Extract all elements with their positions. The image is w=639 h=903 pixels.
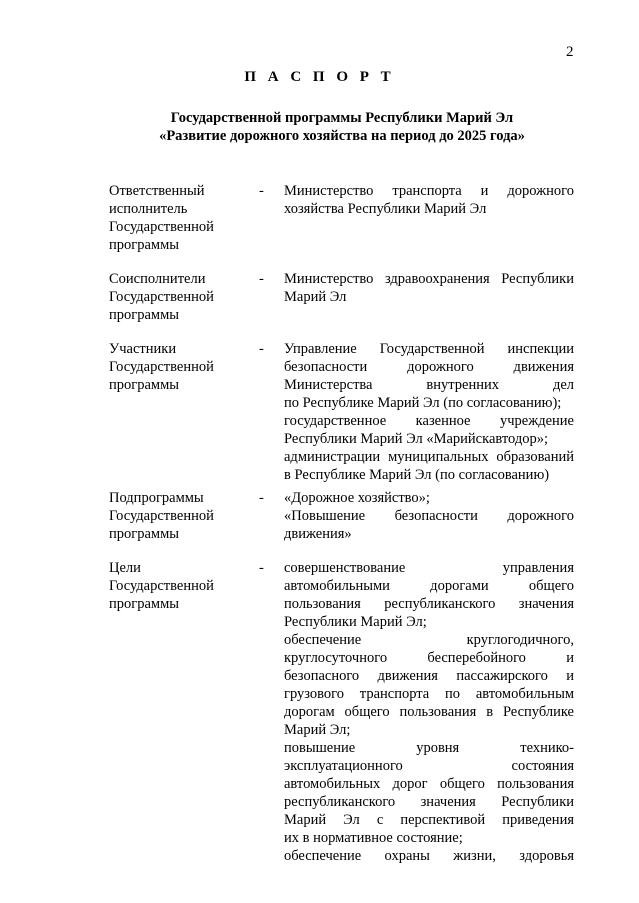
row-value-line: Марий Эл xyxy=(284,289,347,305)
row-value-line: повышение уровня технико- xyxy=(284,740,574,756)
row-value-line: государственное казенное учреждение xyxy=(284,413,574,429)
row-value xyxy=(284,340,574,484)
document-subtitle xyxy=(0,109,639,145)
row-dash: - xyxy=(259,560,264,576)
row-value-line: автомобильных дорог общего пользования xyxy=(284,776,574,792)
row-dash: - xyxy=(259,341,264,357)
row-dash: - xyxy=(259,271,264,287)
row-value-line: Министерства внутренних дел xyxy=(284,377,574,393)
subtitle-line: Государственной программы Республики Марий Эл xyxy=(170,110,514,126)
row-label-line: Подпрограммы xyxy=(109,490,204,506)
row-label-line: программы xyxy=(109,237,179,253)
row-value-line: Министерство транспорта и дорожного xyxy=(284,183,574,199)
row-label-line: программы xyxy=(109,596,179,612)
row-label-line: Государственной xyxy=(109,359,214,375)
row-value-line: Республики Марий Эл; xyxy=(284,614,427,630)
row-label xyxy=(109,182,249,254)
row-value-line: Марий Эл с перспективой приведения xyxy=(284,812,574,828)
row-label-line: Государственной xyxy=(109,578,214,594)
row-value xyxy=(284,182,574,218)
document-title: П А С П О Р Т xyxy=(244,69,395,85)
row-label xyxy=(109,559,249,613)
row-value-line: Республики Марий Эл «Марийскавтодор»; xyxy=(284,431,548,447)
row-value-line: безопасного движения пассажирского и xyxy=(284,668,574,684)
row-value-line: хозяйства Республики Марий Эл xyxy=(284,201,487,217)
row-value-line: пользования республиканского значения xyxy=(284,596,574,612)
row-value-line: в Республике Марий Эл (по согласованию) xyxy=(284,467,550,483)
row-value xyxy=(284,270,574,306)
row-value-line: Управление Государственной инспекции xyxy=(284,341,574,357)
row-label-line: Ответственный xyxy=(109,183,205,199)
row-label-line: Цели xyxy=(109,560,141,576)
row-value-line: их в нормативное состояние; xyxy=(284,830,463,846)
row-value-line: «Дорожное хозяйство»; xyxy=(284,490,430,506)
row-value xyxy=(284,489,574,543)
row-dash: - xyxy=(259,183,264,199)
row-value-line: республиканского значения Республики xyxy=(284,794,574,810)
row-value xyxy=(284,559,574,865)
row-value-line: круглосуточного бесперебойного и xyxy=(284,650,574,666)
row-value-line: обеспечение круглогодичного, xyxy=(284,632,574,648)
row-label-line: Государственной xyxy=(109,289,214,305)
row-value-line: движения» xyxy=(284,526,352,542)
row-label-line: программы xyxy=(109,307,179,323)
row-value-line: дорогам общего пользования в Республике xyxy=(284,704,574,720)
row-label-line: Соисполнители xyxy=(109,271,206,287)
row-label xyxy=(109,340,249,394)
row-value-line: «Повышение безопасности дорожного xyxy=(284,508,574,524)
row-value-line: грузового транспорта по автомобильным xyxy=(284,686,574,702)
subtitle-line: «Развитие дорожного хозяйства на период до 2025 года» xyxy=(159,128,525,144)
row-label xyxy=(109,270,249,324)
row-value-line: Министерство здравоохранения Республики xyxy=(284,271,574,287)
row-label-line: Государственной xyxy=(109,219,214,235)
row-value-line: обеспечение охраны жизни, здоровья xyxy=(284,848,574,864)
row-value-line: эксплуатационного состояния xyxy=(284,758,574,774)
row-value-line: безопасности дорожного движения xyxy=(284,359,574,375)
row-value-line: администрации муниципальных образований xyxy=(284,449,574,465)
row-value-line: Марий Эл; xyxy=(284,722,351,738)
row-label-line: Участники xyxy=(109,341,177,357)
row-label-line: Государственной xyxy=(109,508,214,524)
row-label-line: программы xyxy=(109,526,179,542)
row-label-line: программы xyxy=(109,377,179,393)
row-value-line: совершенствование управления xyxy=(284,560,574,576)
page-number: 2 xyxy=(566,44,574,60)
row-label-line: исполнитель xyxy=(109,201,188,217)
row-value-line: автомобильными дорогами общего xyxy=(284,578,574,594)
row-dash: - xyxy=(259,490,264,506)
row-label xyxy=(109,489,249,543)
row-value-line: по Республике Марий Эл (по согласованию); xyxy=(284,395,562,411)
